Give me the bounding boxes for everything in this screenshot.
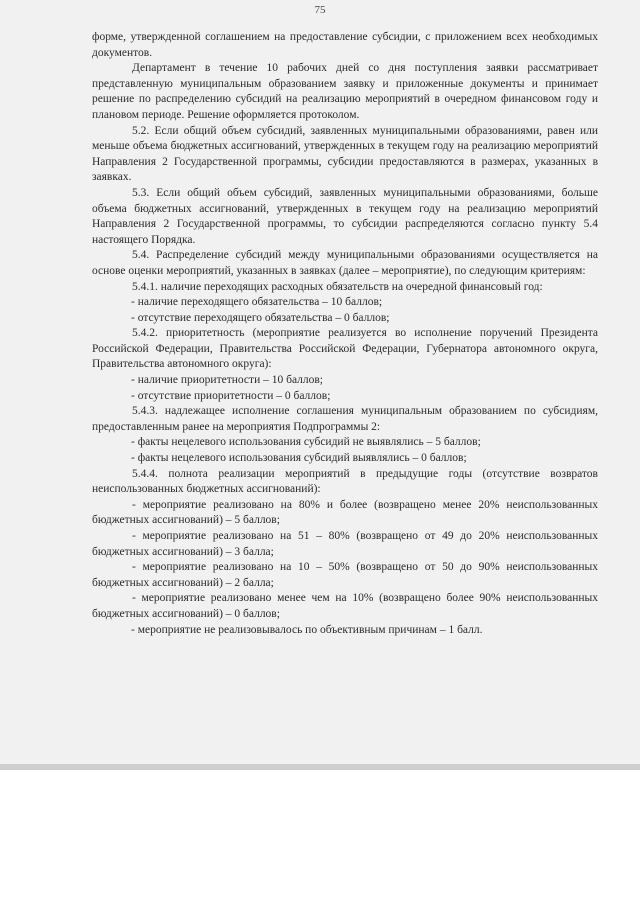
list-item: - отсутствие приоритетности – 0 баллов; [131,389,331,402]
paragraph: 5.4.3. надлежащее исполнение соглашения муниципальным образованием по субсидиям, предоставленным ранее на мероприятия Подпрограммы 2: [92,405,598,433]
page-number: 75 [314,4,326,16]
list-item: - наличие переходящего обязательства – 10 баллов; [131,296,383,309]
paragraph: 5.4. Распределение субсидий между муниципальными образованиями осуществляется на основе оценки мероприятий, указанных в заявках (далее – мероприятие), по следующим критериям: [92,249,598,277]
list-item: - мероприятие реализовано на 80% и более (возвращено менее 20% неиспользованных бюджетных ассигнований) – 5 баллов; [92,498,598,527]
list-item: - факты нецелевого использования субсидий не выявлялись – 5 баллов; [131,436,481,449]
paragraph: 5.4.1. наличие переходящих расходных обязательств на очередной финансовый год: [132,280,543,293]
paragraph: форме, утвержденной соглашением на предоставление субсидии, с приложением всех необходимых документов. [92,31,598,59]
paragraph: Департамент в течение 10 рабочих дней со дня поступления заявки рассматривает представленную муниципальным образованием заявку и приложенные документы и принимает решение по распределению субсидий на реализацию мероприятий в очередном финансовом году и плановом периоде. Решение оформляется протоколом. [92,62,598,121]
list-item: - факты нецелевого использования субсидий выявлялись – 0 баллов; [131,452,467,465]
paragraph: 5.4.2. приоритетность (мероприятие реализуется во исполнение поручений Президента Российской Федерации, Правительства Российской Федерации, Губернатора автономного округа, Правительства автономного округа): [92,327,598,371]
list-item: - мероприятие реализовано на 51 – 80% (возвращено от 49 до 20% неиспользованных бюджетных ассигнований) – 3 балла; [92,530,598,558]
paragraph: 5.4.4. полнота реализации мероприятий в предыдущие годы (отсутствие возвратов неиспользованных бюджетных ассигнований): [92,467,598,496]
list-item: - наличие приоритетности – 10 баллов; [131,374,324,387]
paragraph: 5.3. Если общий объем субсидий, заявленных муниципальными образованиями, больше объема бюджетных ассигнований, утвержденных в текущем году на реализацию мероприятий Направления 2 Государственной программы, то субсидии распределяются согласно пункту 5.4 настоящего Порядка. [92,186,598,246]
document-body [92,30,598,638]
paragraph: 5.2. Если общий объем субсидий, заявленных муниципальными образованиями, равен или меньше объема бюджетных ассигнований, утвержденных в текущем году на реализацию мероприятий Направления 2 Государственной программы, субсидии предоставляются в размерах, указанных в заявках. [92,124,598,184]
list-item: - мероприятие не реализовывалось по объективным причинам – 1 балл. [131,623,483,636]
list-item: - мероприятие реализовано менее чем на 10% (возвращено более 90% неиспользованных бюджетных ассигнований) – 0 баллов; [92,592,598,620]
list-item: - мероприятие реализовано на 10 – 50% (возвращено от 50 до 90% неиспользованных бюджетных ассигнований) – 2 балла; [92,561,598,589]
list-item: - отсутствие переходящего обязательства – 0 баллов; [131,311,390,324]
scan-edge [0,764,640,770]
